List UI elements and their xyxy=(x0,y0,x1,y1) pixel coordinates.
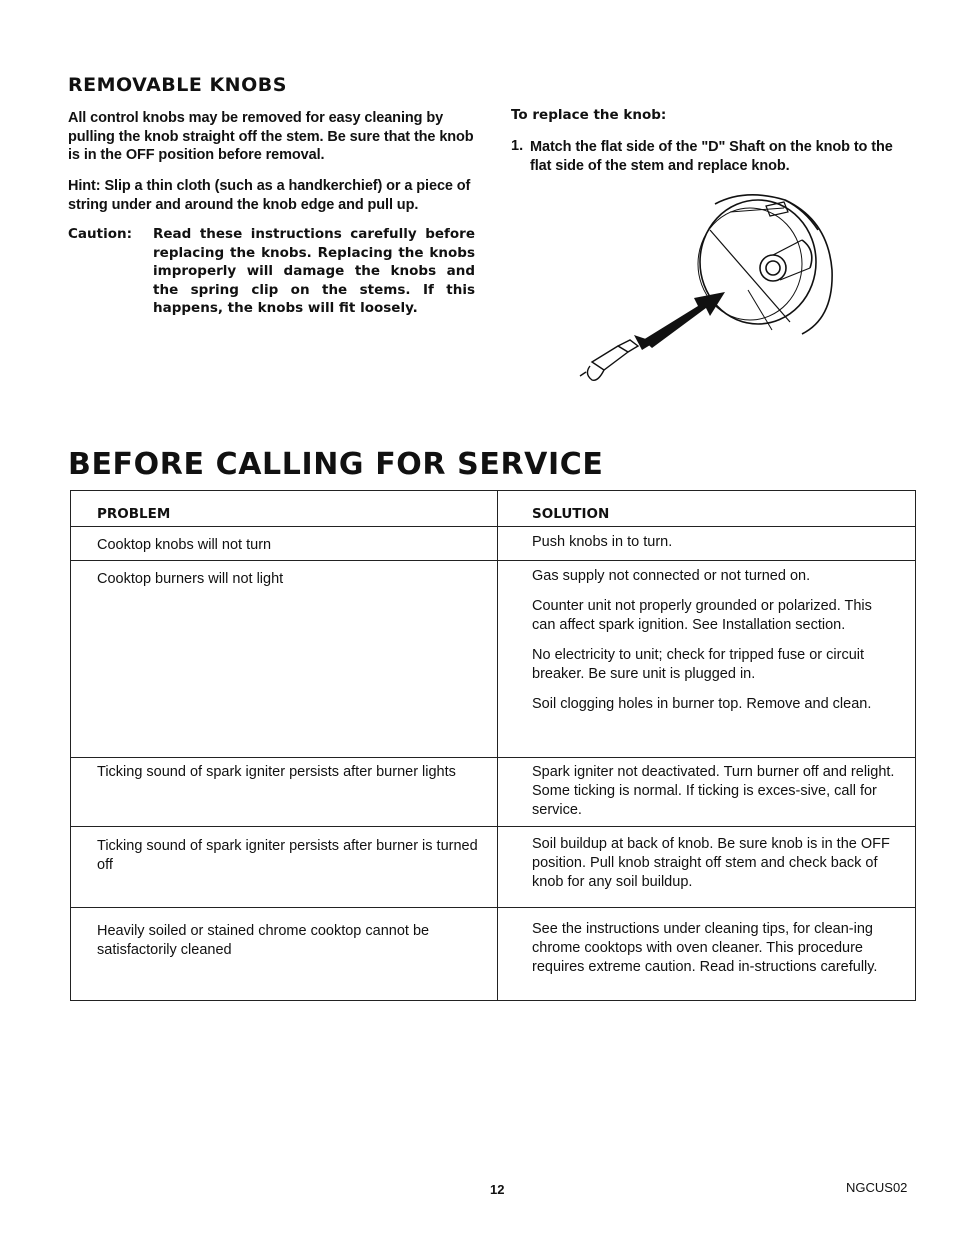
solution-text: Counter unit not properly grounded or polarized. This can affect spark ignition. See Installation section. xyxy=(532,598,872,633)
solution-text: Soil buildup at back of knob. Be sure knob is in the OFF position. Pull knob straight off stem and check back of knob for any soil buildup. xyxy=(532,836,890,890)
header-problem-cell xyxy=(71,491,498,527)
solution-text: No electricity to unit; check for tripped fuse or circuit breaker. Be sure unit is plugged in. xyxy=(532,647,865,682)
page-number: 12 xyxy=(490,1182,505,1197)
caution-label: Caution: xyxy=(68,226,132,242)
table-header-row xyxy=(71,491,916,527)
solution-text: Gas supply not connected or not turned on. xyxy=(532,568,811,584)
table-row xyxy=(71,561,916,758)
knobs-hint-paragraph: Hint: Slip a thin cloth (such as a handkerchief) or a piece of string under and around the knob edge and pull up. xyxy=(68,178,471,213)
problem-text: Cooktop burners will not light xyxy=(97,571,284,587)
removable-knobs-heading: REMOVABLE KNOBS xyxy=(68,74,287,96)
problem-text: Ticking sound of spark igniter persists after burner is turned off xyxy=(97,838,478,873)
problem-text: Heavily soiled or stained chrome cooktop cannot be satisfactorily cleaned xyxy=(97,923,430,958)
header-solution: SOLUTION xyxy=(532,506,610,522)
solution-text: Push knobs in to turn. xyxy=(532,534,673,550)
solution-text: See the instructions under cleaning tips, for clean-ing chrome cooktops with oven cleaner. This procedure requires extreme caution. Read in-structions carefully. xyxy=(532,921,878,975)
solution-text: Soil clogging holes in burner top. Remove and clean. xyxy=(532,696,872,712)
knob-illustration xyxy=(570,190,845,390)
problem-text: Ticking sound of spark igniter persists after burner lights xyxy=(97,764,456,780)
solution-text: Spark igniter not deactivated. Turn burner off and relight. Some ticking is normal. If ticking is exces-sive, call for service. xyxy=(532,764,895,818)
problem-text: Cooktop knobs will not turn xyxy=(97,537,272,553)
caution-block xyxy=(68,225,476,340)
table-row xyxy=(71,827,916,908)
document-code: NGCUS02 xyxy=(846,1180,908,1195)
replace-step-1 xyxy=(511,138,916,175)
table-row xyxy=(71,527,916,561)
step-text: Match the flat side of the "D" Shaft on the knob to the flat side of the stem and replace knob. xyxy=(530,139,893,174)
table-row xyxy=(71,908,916,1001)
knobs-intro-paragraph: All control knobs may be removed for easy cleaning by pulling the knob straight off the stem. Be sure that the knob is in the OFF position before removal. xyxy=(68,110,474,163)
service-title: BEFORE CALLING FOR SERVICE xyxy=(68,447,604,482)
header-problem: PROBLEM xyxy=(97,506,171,522)
table-row xyxy=(71,758,916,827)
caution-text: Read these instructions carefully before replacing the knobs. Replacing the knobs improperly will damage the knobs and the spring clip on the stems. If this happens, the knobs will fit loosely. xyxy=(153,226,475,316)
service-table xyxy=(70,490,916,1001)
step-number: 1. xyxy=(511,138,524,154)
header-solution-cell xyxy=(498,491,916,527)
replace-knob-heading: To replace the knob: xyxy=(511,107,667,123)
